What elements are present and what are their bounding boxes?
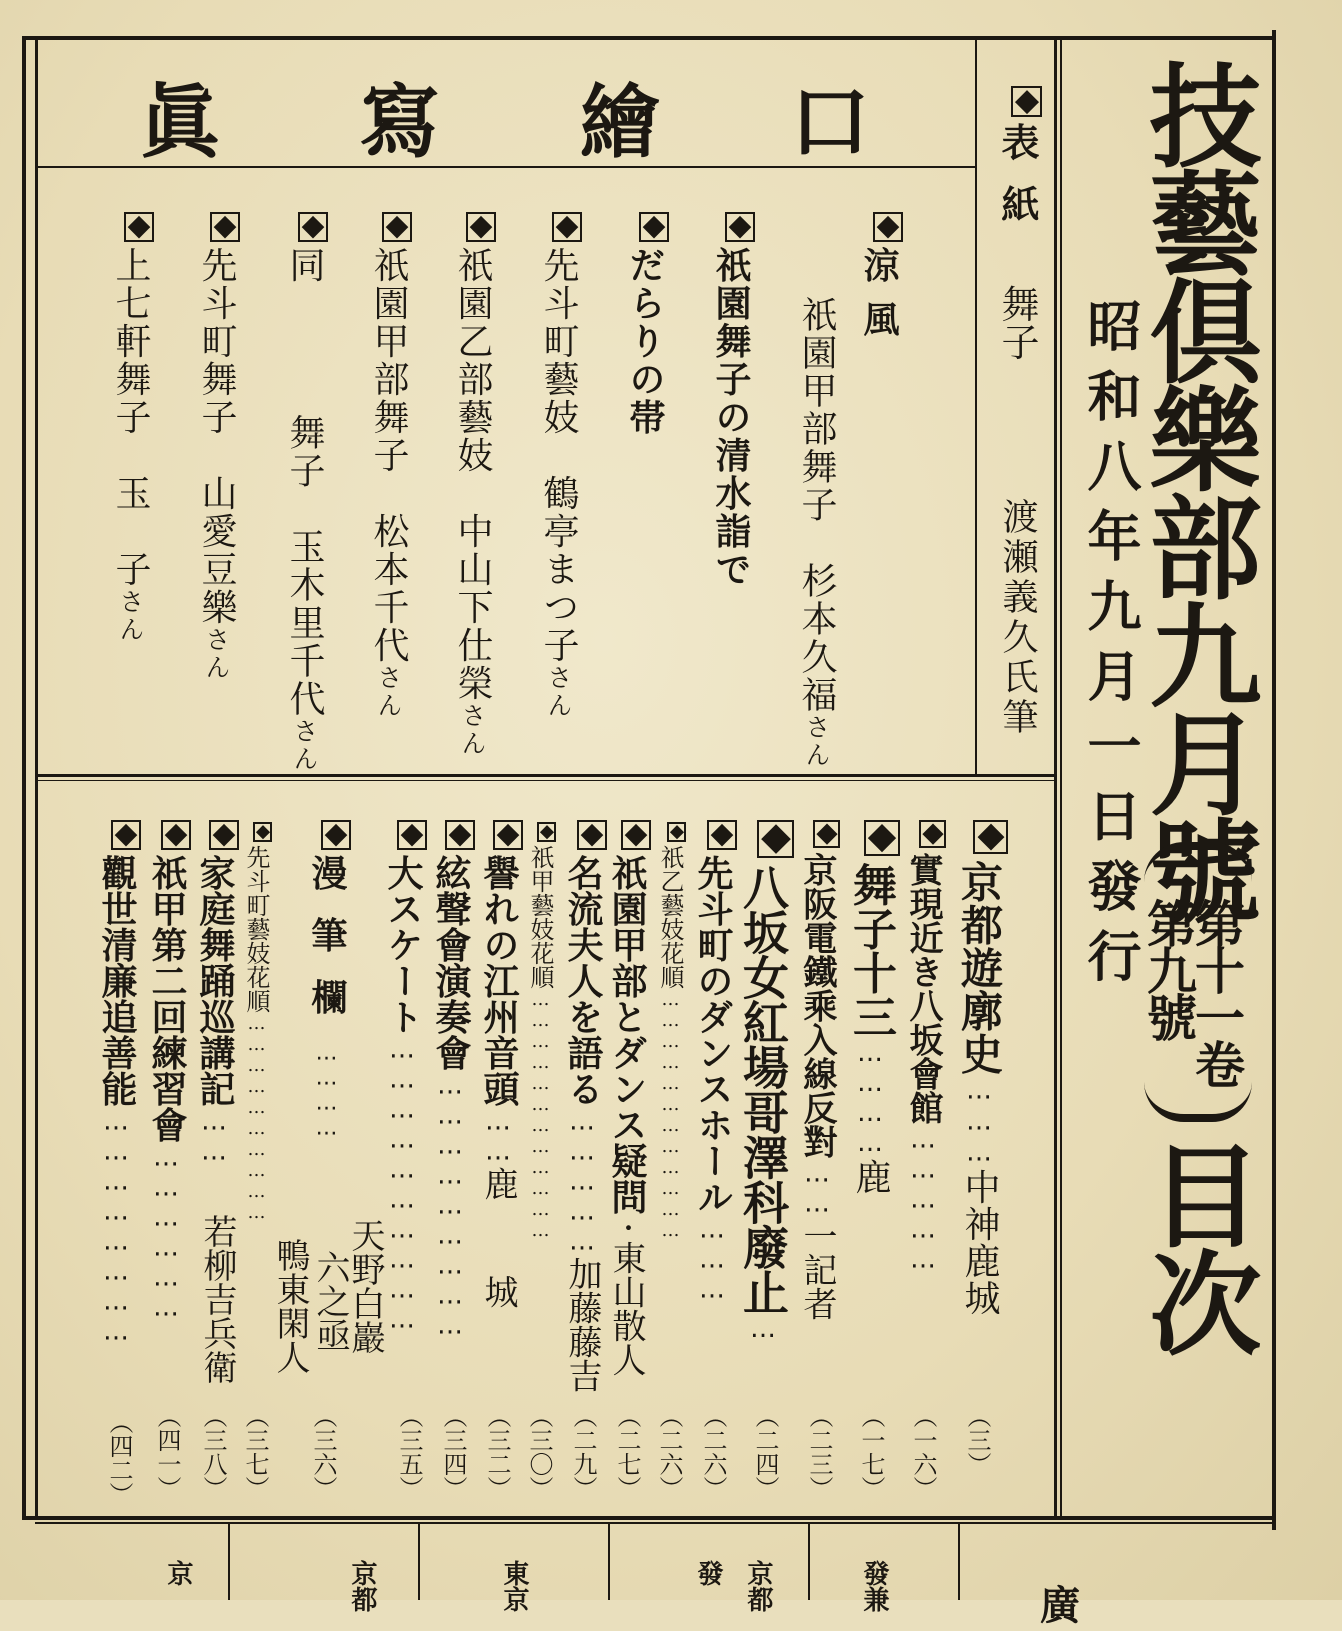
diamond-bullet-icon	[757, 820, 795, 858]
item-title: 同	[284, 246, 325, 285]
section-divider-horizontal-2	[35, 780, 1055, 781]
toc-title: 祇乙藝妓花順	[656, 845, 684, 990]
bottom-strip-text: 廣	[1040, 1583, 1080, 1629]
diamond-bullet-icon	[707, 820, 737, 850]
toc-author: 一記者	[797, 1218, 837, 1321]
heading-char: 繪	[580, 76, 660, 169]
toc-leader: ………………………	[435, 1070, 465, 1341]
toc-page: （三六）	[309, 1404, 337, 1500]
toc-title: 舞子十三	[845, 862, 896, 1039]
item-honorific: さん	[116, 588, 145, 643]
item-honorific: さん	[374, 664, 403, 719]
toc-author: 若柳吉兵衛	[197, 1214, 237, 1384]
cover-entry	[996, 86, 1042, 360]
toc-page: （二六）	[655, 1404, 683, 1500]
item-name: 杉本久福	[796, 562, 837, 714]
diamond-bullet-icon	[537, 822, 557, 842]
toc-entry	[146, 820, 191, 1323]
diamond-bullet-icon	[873, 212, 903, 242]
toc-page: （四二）	[105, 1410, 133, 1506]
item-name: 松本千代	[368, 512, 409, 665]
toc-title: 家庭舞踊巡講記	[194, 854, 235, 1107]
frontispiece-heading	[110, 58, 870, 169]
toc-leader: …………………………	[387, 1034, 417, 1335]
item-name: 鶴亭まつ子	[538, 474, 579, 665]
item-title: 上七軒舞子	[110, 246, 151, 437]
bottom-strip-text: 發	[693, 1560, 723, 1586]
item-name: 玉木里千代	[284, 528, 325, 718]
outer-border-top	[22, 36, 1276, 40]
toc-title: 先斗町のダンスホール	[692, 854, 733, 1215]
heading-char: 口	[790, 76, 870, 169]
cover-artist: 渡瀬義久氏筆	[997, 498, 1038, 738]
diamond-bullet-icon	[253, 822, 273, 842]
diamond-bullet-icon	[210, 212, 240, 242]
issue-date: 昭和八年九月一日發行	[1079, 298, 1142, 998]
toc-entry	[242, 822, 272, 1223]
magazine-title: 技藝倶樂部九月號	[1131, 58, 1261, 922]
bottom-strip-text: 京都	[743, 1560, 773, 1612]
heading-char: 寫	[360, 76, 440, 169]
item-honorific: さん	[544, 664, 573, 719]
toc-author: 加藤藤吉	[562, 1256, 602, 1393]
toc-title: 絃聲會演奏會	[430, 854, 471, 1071]
toc-title: 先斗町藝妓花順	[242, 845, 270, 1014]
item-title: 涼風	[858, 246, 899, 355]
diamond-bullet-icon	[919, 820, 947, 848]
diamond-bullet-icon	[321, 820, 351, 850]
diamond-bullet-icon	[973, 820, 1007, 854]
toc-title: 譽れの江州音頭	[478, 854, 519, 1107]
toc-entry	[692, 820, 737, 1305]
item-sub: 祇園甲部舞子	[796, 296, 837, 524]
item-name: 山愛豆樂	[196, 474, 237, 627]
toc-author: 六之亟	[310, 1250, 350, 1352]
bottom-strip-top	[35, 1522, 1275, 1524]
toc-page: （三七）	[241, 1404, 269, 1500]
frontispiece-item	[710, 212, 755, 589]
item-title: 祇園甲部舞子	[368, 246, 409, 475]
toc-leader: …………………………	[246, 1013, 267, 1224]
toc-entry	[96, 820, 141, 1347]
toc-page: （三五）	[395, 1404, 423, 1500]
toc-page: （二三）	[805, 1404, 833, 1500]
toc-page: （二四）	[751, 1404, 779, 1500]
toc-leader: ………………………………	[660, 989, 681, 1242]
diamond-bullet-icon	[813, 820, 841, 848]
diamond-bullet-icon	[397, 820, 427, 850]
item-honorific: さん	[802, 714, 831, 769]
toc-author: 東山散人	[606, 1240, 646, 1377]
item-name: 玉 子	[110, 474, 151, 589]
toc-page: （一六）	[909, 1404, 937, 1500]
toc-leader: ………	[697, 1214, 727, 1305]
diamond-bullet-icon	[552, 212, 582, 242]
toc-title: 京都遊廓史	[955, 860, 1004, 1076]
diamond-bullet-icon	[621, 820, 651, 850]
toc-page: （三）	[963, 1404, 991, 1476]
toc-leader: ……………………	[101, 1106, 131, 1347]
item-honorific: さん	[202, 626, 231, 681]
frontispiece-box-right	[975, 40, 977, 776]
item-title: 祇園乙部藝妓	[452, 246, 493, 475]
toc-title: 祇園甲部とダンス疑問	[606, 854, 647, 1215]
volume-note-1: 第十一卷	[1187, 898, 1245, 1086]
toc-leader: ……	[802, 1158, 832, 1219]
toc-entry	[798, 820, 840, 1321]
toc-author: 鴨東閑人	[270, 1238, 310, 1374]
frontispiece-item	[110, 212, 154, 643]
bottom-strip-text: 京	[163, 1560, 193, 1586]
toc-title: 祇甲藝妓花順	[526, 845, 554, 990]
diamond-bullet-icon	[466, 212, 496, 242]
toc-page: （二七）	[613, 1404, 641, 1500]
item-honorific: さん	[458, 702, 487, 757]
toc-leader: …………	[314, 1040, 339, 1141]
toc-entry	[956, 820, 1008, 1316]
toc-page: （二九）	[569, 1404, 597, 1500]
toc-leader: ・	[611, 1214, 641, 1241]
toc-entry	[846, 820, 900, 1194]
bottom-strip-sep	[228, 1524, 230, 1600]
toc-title: 漫筆欄	[306, 854, 347, 1041]
toc-entry	[656, 822, 686, 1241]
toc-title: 實現近き八坂會館	[903, 852, 943, 1125]
toc-page: （四一）	[153, 1404, 181, 1500]
toc-leader: …	[748, 1314, 778, 1344]
diamond-bullet-icon	[639, 212, 669, 242]
toc-page: （二六）	[699, 1404, 727, 1500]
toc-entry	[738, 820, 794, 1343]
frontispiece-item	[452, 212, 496, 757]
frontispiece-item	[284, 212, 328, 285]
bottom-strip-text: 京都	[347, 1560, 377, 1612]
item-title: だらりの帯	[624, 246, 665, 437]
bottom-strip-sep	[418, 1524, 420, 1600]
toc-label: 目次	[1131, 1138, 1261, 1354]
frontispiece-box-left	[35, 40, 38, 776]
bottom-strip-sep	[808, 1524, 810, 1600]
toc-leader: ………………………………	[530, 989, 551, 1242]
section-divider-horizontal	[35, 774, 1055, 777]
toc-page: （一七）	[857, 1404, 885, 1500]
item-title: 先斗町藝妓	[538, 246, 579, 437]
toc-title: 祇甲第二回練習會	[146, 854, 187, 1143]
title-panel-divider	[1054, 40, 1057, 1518]
diamond-bullet-icon	[1011, 86, 1042, 117]
frontispiece-item	[858, 212, 903, 355]
diamond-bullet-icon	[667, 822, 687, 842]
diamond-bullet-icon	[209, 820, 239, 850]
toc-entry	[526, 822, 556, 1241]
toc-author: 中神鹿城	[959, 1168, 1000, 1317]
toc-leader: ……	[483, 1106, 513, 1167]
frontispiece-item	[538, 212, 582, 719]
item-honorific: さん	[290, 718, 319, 773]
item-sub: 舞子	[284, 414, 325, 490]
diamond-bullet-icon	[493, 820, 523, 850]
item-title: 祇園舞子の清水詣で	[710, 246, 751, 589]
outer-border-bottom	[22, 1516, 1276, 1520]
toc-entry	[904, 820, 946, 1275]
toc-title: 觀世清廉追善能	[96, 854, 137, 1107]
bottom-strip-sep	[958, 1524, 960, 1600]
toc-title: 大スケート	[382, 854, 423, 1035]
contents-box-left	[35, 776, 38, 1518]
diamond-bullet-icon	[161, 820, 191, 850]
toc-entry	[194, 820, 239, 1167]
volume-note-2: 第九號	[1139, 898, 1197, 1039]
toc-page: （三二）	[483, 1404, 511, 1500]
toc-entry	[382, 820, 427, 1335]
heading-char: 眞	[140, 76, 220, 169]
frontispiece-item-sub	[284, 414, 324, 772]
title-panel-inner-left	[1060, 40, 1062, 1518]
bottom-strip-sep	[608, 1524, 610, 1600]
outer-border-right	[1272, 30, 1276, 1530]
toc-page: （三八）	[199, 1404, 227, 1500]
toc-author: 鹿	[850, 1158, 891, 1195]
toc-leader: ……	[199, 1106, 229, 1167]
diamond-bullet-icon	[864, 820, 900, 856]
diamond-bullet-icon	[298, 212, 328, 242]
frontispiece-item	[368, 212, 412, 719]
toc-leader: …………	[855, 1038, 885, 1159]
toc-leader: ……………	[908, 1124, 938, 1275]
frontispiece-item-sub	[796, 296, 836, 768]
cover-label: 表紙	[995, 122, 1039, 247]
diamond-bullet-icon	[124, 212, 154, 242]
toc-leader: ……………	[567, 1106, 597, 1257]
outer-border-left	[22, 36, 26, 1518]
toc-leader: ………	[964, 1075, 994, 1169]
toc-title: 名流夫人を語る	[562, 854, 603, 1107]
toc-page: （三〇）	[525, 1404, 553, 1500]
toc-page: （三四）	[439, 1404, 467, 1500]
toc-entry	[478, 820, 523, 1329]
item-title: 先斗町舞子	[196, 246, 237, 437]
frontispiece-item	[624, 212, 669, 437]
item-name: 中山下仕榮	[452, 512, 493, 703]
toc-author: 鹿 城	[478, 1166, 518, 1329]
frontispiece-item	[196, 212, 240, 681]
toc-entry	[562, 820, 607, 1393]
toc-entry	[306, 820, 351, 1141]
toc-entry	[606, 820, 651, 1377]
diamond-bullet-icon	[111, 820, 141, 850]
toc-title: 八坂女紅場哥澤科廢止	[736, 864, 790, 1315]
toc-leader: ………………	[151, 1142, 181, 1323]
toc-author: 天野白巖	[345, 1218, 385, 1354]
cover-subject: 舞子	[995, 284, 1039, 361]
toc-title: 京阪電鐵乘入線反對	[797, 852, 837, 1159]
diamond-bullet-icon	[382, 212, 412, 242]
diamond-bullet-icon	[725, 212, 755, 242]
toc-entry	[430, 820, 475, 1341]
bottom-strip-text: 東京	[499, 1560, 529, 1612]
diamond-bullet-icon	[577, 820, 607, 850]
diamond-bullet-icon	[445, 820, 475, 850]
bottom-strip-text: 發兼	[859, 1560, 889, 1612]
